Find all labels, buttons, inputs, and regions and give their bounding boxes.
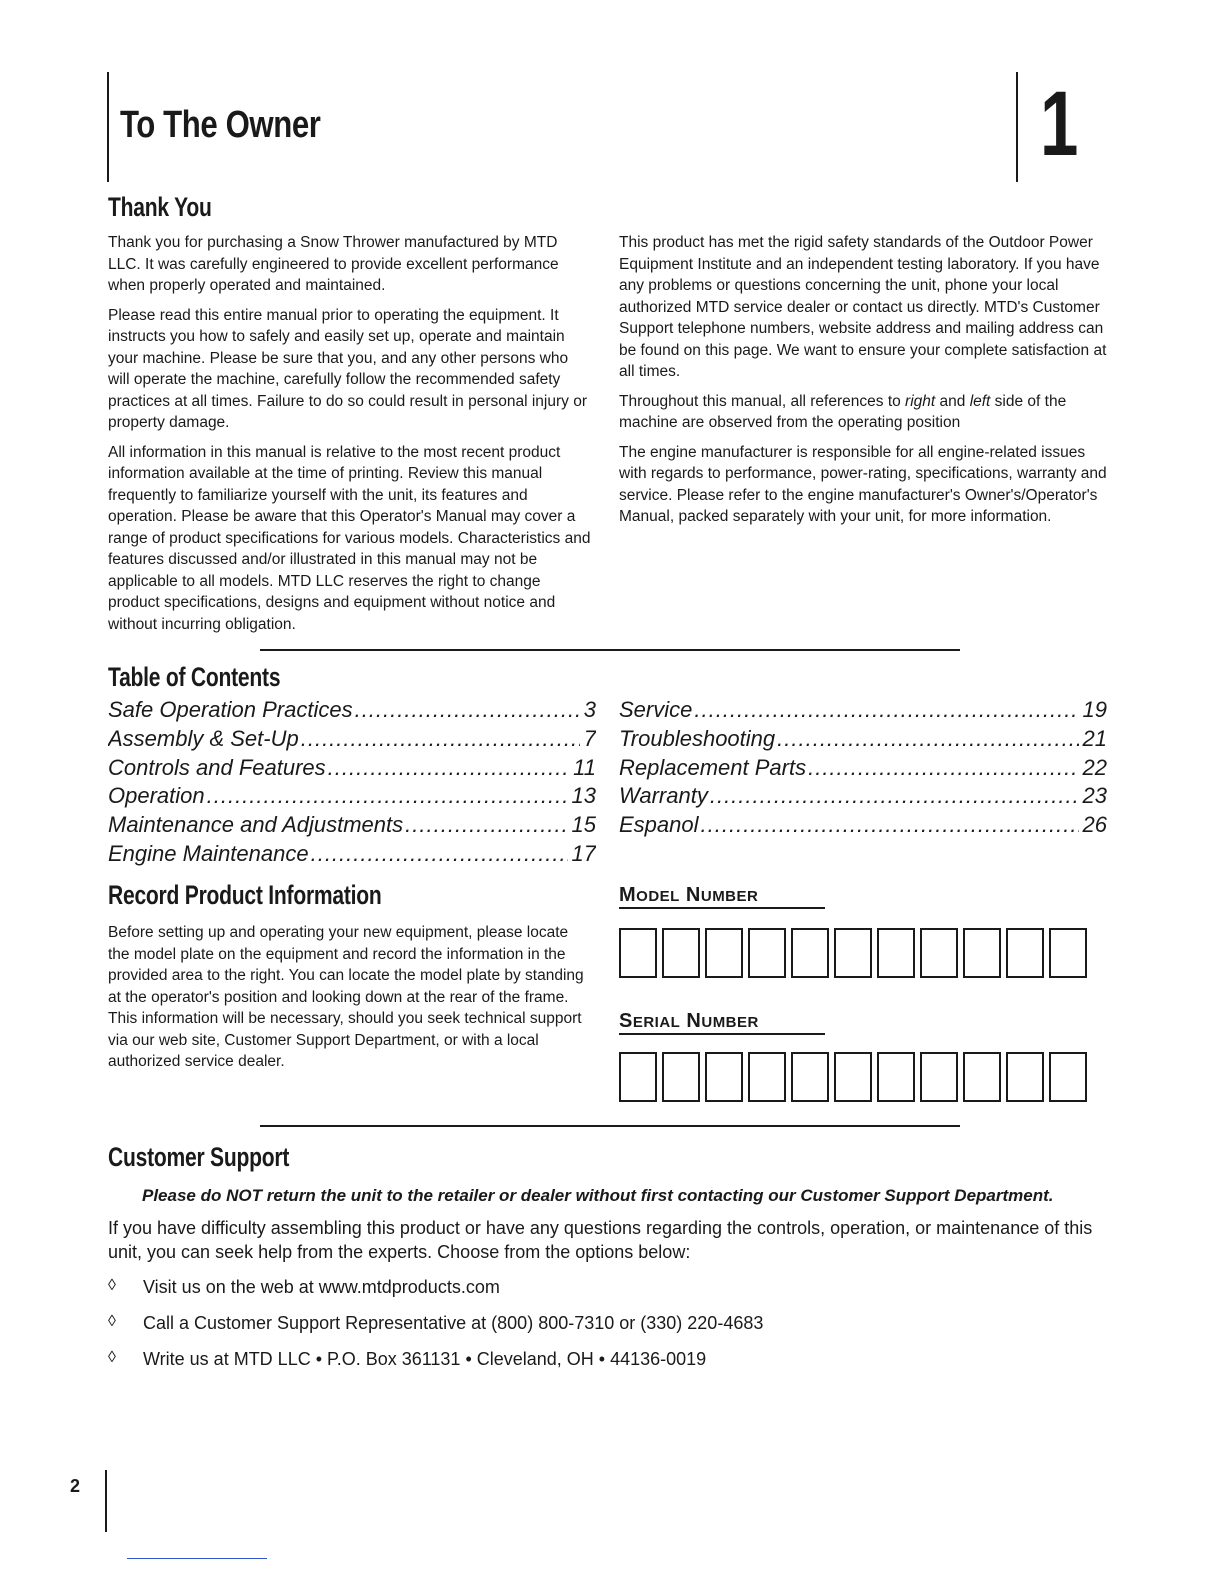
support-option-text: Write us at MTD LLC • P.O. Box 361131 • Cleveland, OH • 44136-0019 (143, 1349, 707, 1369)
serial-number-digit-box[interactable] (1006, 1052, 1044, 1102)
customer-support-heading: Customer Support (108, 1142, 290, 1172)
serial-number-digit-box[interactable] (748, 1052, 786, 1102)
page-number: 2 (70, 1476, 81, 1496)
thank-you-paragraph: This product has met the rigid safety standards of the Outdoor Power Equipment Institute and an independent testing laboratory. If you have any problems or questions concerning the unit, phone your local authorized MTD service dealer or contact us directly. MTD's Customer Support telephone numbers, website address and mailing address can be found on this page. We want to ensure your complete satisfaction at all times. (619, 234, 1107, 380)
serial-number-digit-box[interactable] (705, 1052, 743, 1102)
right-word: right (905, 392, 936, 410)
model-number-digit-box[interactable] (791, 928, 829, 978)
serial-number-digit-box[interactable] (963, 1052, 1001, 1102)
toc-entry[interactable]: Espanol ..... 26 (619, 812, 1107, 841)
thank-you-left-column (108, 232, 592, 643)
toc-entry[interactable]: Replacement Parts ..... 22 (619, 755, 1107, 784)
serial-number-boxes (619, 1052, 1087, 1102)
model-number-digit-box[interactable] (662, 928, 700, 978)
serial-number-digit-box[interactable] (662, 1052, 700, 1102)
thank-you-paragraph: Thank you for purchasing a Snow Thrower manufactured by MTD LLC. It was carefully engineered to provide excellent performance when properly operated and maintained. (108, 234, 559, 294)
serial-number-digit-box[interactable] (1049, 1052, 1087, 1102)
toc-entry[interactable]: Warranty ..... 23 (619, 783, 1107, 812)
model-number-digit-box[interactable] (1006, 928, 1044, 978)
thank-you-heading: Thank You (108, 192, 212, 222)
diamond-bullet-icon: ◊ (108, 1313, 116, 1330)
toc-entry[interactable]: Safe Operation Practices ..... 3 (108, 697, 596, 726)
chapter-number: 1 (1040, 73, 1079, 175)
thank-you-paragraph: All information in this manual is relative to the most recent product information available at the time of printing. Review this manual frequently to familiarize yourself with the unit, its features and operation. Please be aware that this Operator's Manual may cover a range of product specifications for various models. Characteristics and features discussed and/or illustrated in this manual may not be applicable to all models. MTD LLC reserves the right to change product specifications, designs and equipment without notice and without incurring obligation. (108, 443, 591, 633)
model-number-digit-box[interactable] (963, 928, 1001, 978)
model-number-digit-box[interactable] (619, 928, 657, 978)
model-number-label: MODEL NUMBER (619, 884, 825, 909)
diamond-bullet-icon: ◊ (108, 1349, 116, 1366)
record-info-heading: Record Product Information (108, 880, 382, 910)
toc-right-list (619, 697, 1107, 841)
chapter-number-bar (1016, 72, 1018, 182)
model-number-digit-box[interactable] (705, 928, 743, 978)
orientation-paragraph: Throughout this manual, all references to right and left side of the machine are observed from the operating position (619, 392, 1067, 431)
toc-left-list (108, 697, 596, 870)
toc-entry[interactable]: Troubleshooting ..... 21 (619, 726, 1107, 755)
model-number-digit-box[interactable] (834, 928, 872, 978)
serial-number-label: SERIAL NUMBER (619, 1010, 825, 1035)
serial-number-digit-box[interactable] (791, 1052, 829, 1102)
model-number-digit-box[interactable] (920, 928, 958, 978)
thank-you-right-column (619, 232, 1111, 536)
toc-entry[interactable]: Controls and Features ..... 11 (108, 755, 596, 784)
toc-entry[interactable]: Maintenance and Adjustments ..... 15 (108, 812, 596, 841)
support-option-text[interactable]: Visit us on the web at www.mtdproducts.com (143, 1277, 500, 1297)
support-option-web (108, 1277, 500, 1298)
section-divider (260, 1125, 960, 1127)
toc-entry[interactable]: Operation ..... 13 (108, 783, 596, 812)
support-option-phone (108, 1313, 763, 1334)
thank-you-paragraph: The engine manufacturer is responsible for all engine-related issues with regards to performance, power-rating, specifications, warranty and service. Please refer to the engine manufacturer's Owner's/Operator's Manual, packed separately with your unit, for more information. (619, 443, 1107, 525)
chapter-title: To The Owner (120, 104, 321, 146)
serial-number-digit-box[interactable] (920, 1052, 958, 1102)
toc-heading: Table of Contents (108, 662, 281, 692)
model-number-digit-box[interactable] (1049, 928, 1087, 978)
serial-number-digit-box[interactable] (877, 1052, 915, 1102)
serial-number-digit-box[interactable] (834, 1052, 872, 1102)
model-number-boxes (619, 928, 1087, 978)
toc-entry[interactable]: Service ..... 19 (619, 697, 1107, 726)
model-number-digit-box[interactable] (877, 928, 915, 978)
page-number-bar (105, 1470, 107, 1532)
title-left-bar (107, 72, 109, 182)
serial-number-digit-box[interactable] (619, 1052, 657, 1102)
support-option-mail (108, 1349, 706, 1370)
diamond-bullet-icon: ◊ (108, 1277, 116, 1294)
model-number-digit-box[interactable] (748, 928, 786, 978)
support-option-text: Call a Customer Support Representative at (800) 800-7310 or (330) 220-4683 (143, 1313, 764, 1333)
record-info-text: Before setting up and operating your new equipment, please locate the model plate on the equipment and record the information in the provided area to the right. You can locate the model plate by standing at the operator's position and looking down at the rear of the frame. This information will be necessary, should you seek technical support via our web site, Customer Support Department, or with a local authorized service dealer. (108, 924, 584, 1070)
support-warning: Please do NOT return the unit to the retailer or dealer without first contacting our Customer Support Department. (142, 1186, 1054, 1205)
thank-you-paragraph: Please read this entire manual prior to operating the equipment. It instructs you how to safely and easily set up, operate and maintain your machine. Please be sure that you, and any other persons who will operate the machine, carefully follow the recommended safety practices at all times. Failure to do so could result in personal injury or property damage. (108, 306, 587, 431)
record-info-column (108, 922, 592, 1081)
section-divider (260, 649, 960, 651)
toc-entry[interactable]: Engine Maintenance ..... 17 (108, 841, 596, 870)
left-word: left (969, 392, 991, 410)
toc-entry[interactable]: Assembly & Set-Up ..... 7 (108, 726, 596, 755)
support-intro: If you have difficulty assembling this product or have any questions regarding the controls, operation, or maintenance of this unit, you can seek help from the experts. Choose from the options below: (108, 1218, 1093, 1262)
footer-link-underline (127, 1558, 267, 1559)
